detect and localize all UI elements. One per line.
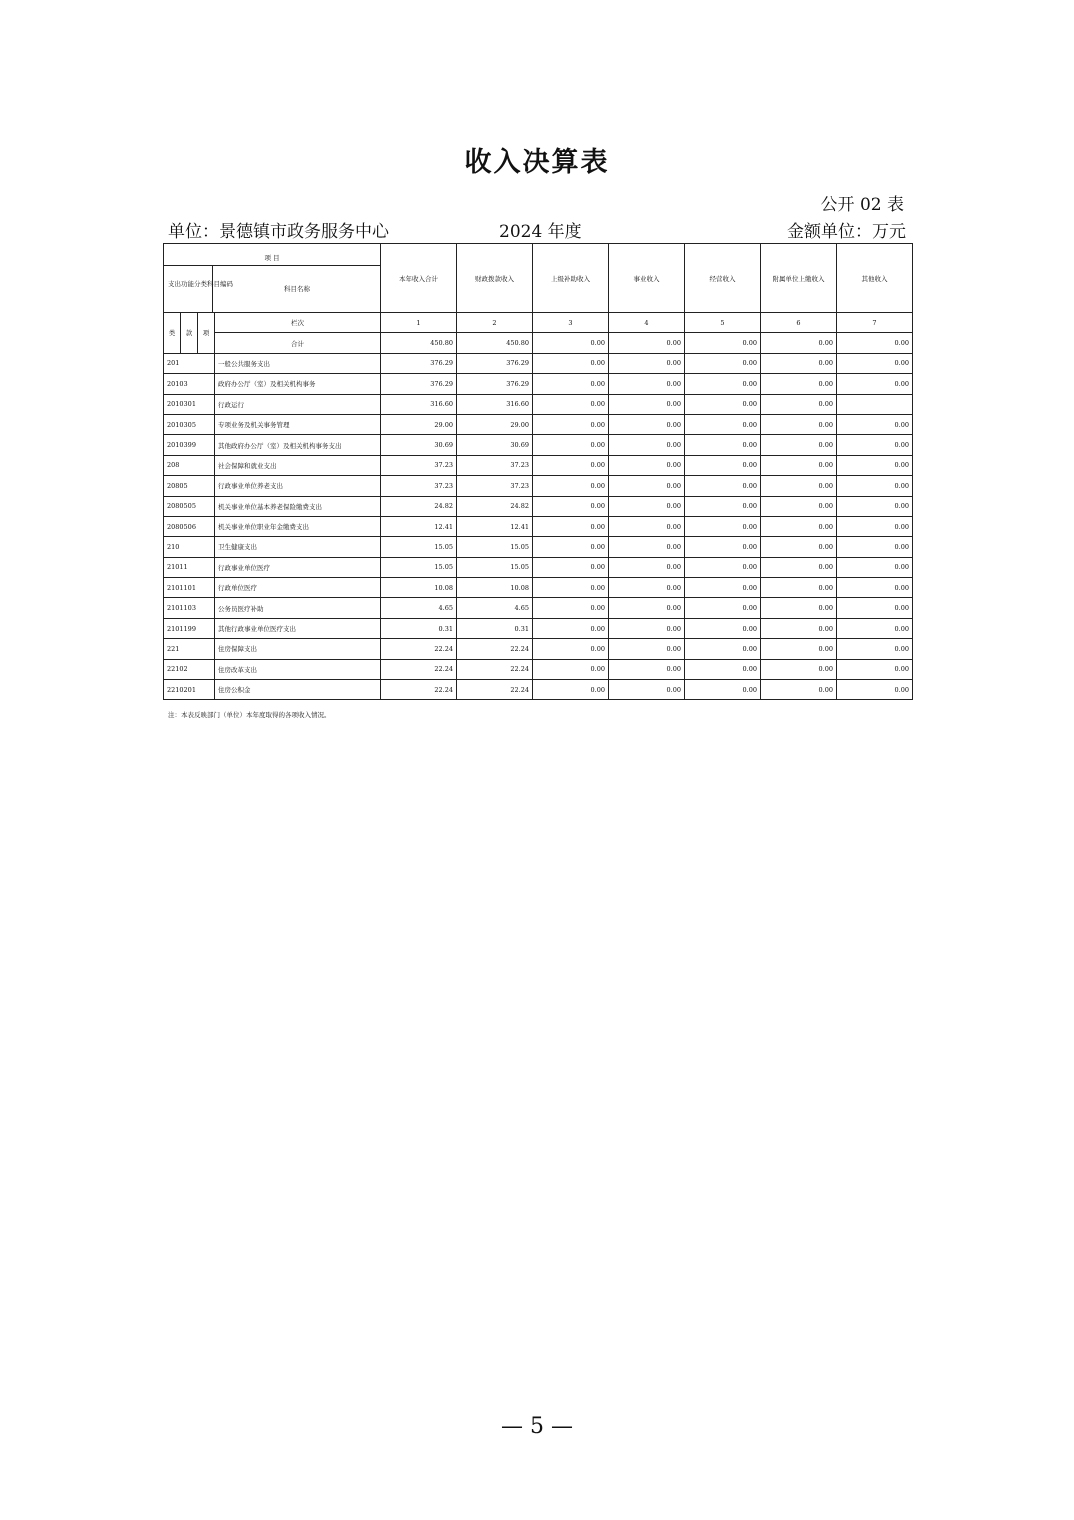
row-value: 37.23 [457, 476, 533, 496]
row-name: 行政运行 [215, 394, 381, 414]
row-name: 行政事业单位医疗 [215, 557, 381, 577]
row-value: 0.00 [609, 476, 685, 496]
row-value: 0.00 [685, 435, 761, 455]
row-value: 376.29 [381, 353, 457, 373]
row-name: 社会保障和就业支出 [215, 455, 381, 475]
row-value: 0.00 [609, 435, 685, 455]
row-value: 15.05 [457, 557, 533, 577]
row-value: 376.29 [457, 353, 533, 373]
row-value: 316.60 [381, 394, 457, 414]
row-name: 住房改革支出 [215, 659, 381, 679]
year-label: 2024 年度 [499, 222, 582, 242]
row-name: 其他政府办公厅（室）及相关机构事务支出 [215, 435, 381, 455]
row-value: 0.00 [761, 537, 837, 557]
row-value: 22.24 [381, 680, 457, 700]
row-value: 0.00 [837, 435, 913, 455]
row-value [837, 394, 913, 414]
row-code: 210 [164, 537, 215, 557]
row-value: 0.00 [609, 516, 685, 536]
row-value: 0.00 [685, 680, 761, 700]
row-value: 0.31 [457, 618, 533, 638]
row-value: 0.00 [837, 374, 913, 394]
total-value: 0.00 [533, 333, 609, 353]
row-value: 37.23 [457, 455, 533, 475]
row-value: 0.00 [533, 455, 609, 475]
row-value: 0.00 [837, 639, 913, 659]
table-row [164, 639, 913, 659]
row-value: 0.00 [533, 598, 609, 618]
total-row [164, 333, 913, 353]
row-value: 29.00 [381, 414, 457, 434]
row-value: 10.08 [381, 578, 457, 598]
row-value: 0.00 [837, 455, 913, 475]
table-row [164, 680, 913, 700]
row-value: 4.65 [457, 598, 533, 618]
row-value: 24.82 [457, 496, 533, 516]
row-value: 0.00 [761, 598, 837, 618]
row-value: 0.00 [533, 353, 609, 373]
row-value: 0.00 [609, 374, 685, 394]
total-value: 450.80 [457, 333, 533, 353]
row-name: 机关事业单位基本养老保险缴费支出 [215, 496, 381, 516]
row-value: 0.00 [609, 557, 685, 577]
row-value: 0.00 [761, 557, 837, 577]
table-row [164, 618, 913, 638]
row-value: 0.00 [837, 680, 913, 700]
row-value: 0.00 [609, 618, 685, 638]
row-code: 21011 [164, 557, 215, 577]
page-number: — 5 — [501, 1414, 573, 1439]
col-header-1: 本年收入合计 [381, 244, 457, 313]
row-value: 0.00 [533, 516, 609, 536]
row-value: 0.00 [685, 516, 761, 536]
row-value: 0.00 [609, 496, 685, 516]
row-value: 0.00 [761, 618, 837, 638]
row-value: 0.00 [609, 353, 685, 373]
row-value: 0.00 [837, 414, 913, 434]
row-value: 0.00 [533, 374, 609, 394]
report-meta [168, 217, 906, 241]
table-row [164, 557, 913, 577]
table-row [164, 435, 913, 455]
row-value: 0.00 [685, 374, 761, 394]
table-row [164, 516, 913, 536]
row-value: 37.23 [381, 455, 457, 475]
row-code: 2080506 [164, 516, 215, 536]
table-row [164, 598, 913, 618]
row-value: 22.24 [381, 659, 457, 679]
row-value: 0.00 [533, 578, 609, 598]
lanci-label: 栏次 [215, 313, 381, 333]
row-value: 0.00 [837, 557, 913, 577]
row-value: 0.00 [685, 598, 761, 618]
row-code: 2210201 [164, 680, 215, 700]
col-header-7: 其他收入 [837, 244, 913, 313]
row-value: 0.00 [761, 414, 837, 434]
row-value: 15.05 [381, 557, 457, 577]
row-value: 0.00 [609, 537, 685, 557]
row-value: 0.00 [837, 496, 913, 516]
row-value: 0.00 [685, 496, 761, 516]
amount-unit: 金额单位：万元 [787, 222, 906, 242]
row-value: 0.00 [837, 598, 913, 618]
row-value: 0.00 [685, 618, 761, 638]
row-value: 37.23 [381, 476, 457, 496]
row-value: 22.24 [457, 659, 533, 679]
row-value: 0.00 [533, 414, 609, 434]
row-value: 0.00 [609, 578, 685, 598]
row-value: 0.00 [609, 639, 685, 659]
row-value: 0.00 [761, 578, 837, 598]
total-label: 合计 [215, 333, 381, 353]
row-name: 政府办公厅（室）及相关机构事务 [215, 374, 381, 394]
row-name: 一般公共服务支出 [215, 353, 381, 373]
row-value: 0.00 [685, 578, 761, 598]
col-header-2: 财政拨款收入 [457, 244, 533, 313]
row-value: 0.00 [685, 659, 761, 679]
row-value: 376.29 [381, 374, 457, 394]
table-row [164, 476, 913, 496]
row-code: 2080505 [164, 496, 215, 516]
total-value: 0.00 [761, 333, 837, 353]
row-value: 0.00 [533, 476, 609, 496]
row-code: 2010305 [164, 414, 215, 434]
income-table [163, 243, 913, 700]
row-value: 0.00 [685, 639, 761, 659]
unit-label: 单位：景德镇市政务服务中心 [168, 222, 389, 242]
row-value: 12.41 [457, 516, 533, 536]
row-code: 208 [164, 455, 215, 475]
total-value: 0.00 [685, 333, 761, 353]
row-code: 2101103 [164, 598, 215, 618]
row-name: 卫生健康支出 [215, 537, 381, 557]
table-row [164, 496, 913, 516]
table-row [164, 414, 913, 434]
row-value: 0.00 [837, 476, 913, 496]
row-value: 0.00 [761, 476, 837, 496]
total-value: 0.00 [837, 333, 913, 353]
row-value: 376.29 [457, 374, 533, 394]
table-row [164, 455, 913, 475]
row-value: 0.00 [609, 414, 685, 434]
col-header-4: 事业收入 [609, 244, 685, 313]
row-name: 其他行政事业单位医疗支出 [215, 618, 381, 638]
total-value: 0.00 [609, 333, 685, 353]
row-value: 0.00 [685, 476, 761, 496]
row-value: 0.00 [533, 394, 609, 414]
col-number-1: 1 [381, 313, 457, 333]
row-code: 2101101 [164, 578, 215, 598]
row-value: 0.00 [533, 537, 609, 557]
col-header-3: 上级补助收入 [533, 244, 609, 313]
row-value: 0.00 [533, 618, 609, 638]
row-value: 0.00 [761, 680, 837, 700]
row-value: 0.00 [837, 578, 913, 598]
row-value: 22.24 [381, 639, 457, 659]
row-value: 0.00 [609, 394, 685, 414]
row-value: 0.00 [761, 435, 837, 455]
row-value: 0.00 [761, 353, 837, 373]
row-value: 22.24 [457, 680, 533, 700]
total-value: 450.80 [381, 333, 457, 353]
lanci-row [164, 313, 913, 333]
row-code: 20103 [164, 374, 215, 394]
row-value: 0.00 [761, 374, 837, 394]
row-value: 0.00 [837, 516, 913, 536]
row-name: 专项业务及机关事务管理 [215, 414, 381, 434]
row-value: 0.00 [837, 353, 913, 373]
row-value: 0.00 [609, 598, 685, 618]
row-value: 4.65 [381, 598, 457, 618]
col-number-6: 6 [761, 313, 837, 333]
row-value: 0.00 [837, 537, 913, 557]
row-value: 0.00 [761, 394, 837, 414]
func-category-label: 支出功能分类科目编码 [168, 280, 233, 288]
row-code: 221 [164, 639, 215, 659]
row-value: 316.60 [457, 394, 533, 414]
row-value: 22.24 [457, 639, 533, 659]
col-number-3: 3 [533, 313, 609, 333]
row-value: 24.82 [381, 496, 457, 516]
row-value: 0.00 [533, 557, 609, 577]
col-number-2: 2 [457, 313, 533, 333]
row-name: 住房保障支出 [215, 639, 381, 659]
header-corner [164, 244, 381, 313]
row-value: 12.41 [381, 516, 457, 536]
row-value: 0.00 [761, 496, 837, 516]
kuan-label: 款 [181, 313, 198, 354]
subject-name-label: 科目名称 [212, 266, 381, 313]
row-name: 行政单位医疗 [215, 578, 381, 598]
table-row [164, 394, 913, 414]
page-title: 收入决算表 [464, 147, 610, 178]
col-number-4: 4 [609, 313, 685, 333]
row-name: 行政事业单位养老支出 [215, 476, 381, 496]
row-value: 0.00 [609, 680, 685, 700]
col-number-5: 5 [685, 313, 761, 333]
row-value: 0.00 [533, 639, 609, 659]
row-value: 29.00 [457, 414, 533, 434]
col-number-7: 7 [837, 313, 913, 333]
row-value: 0.00 [685, 394, 761, 414]
form-code: 公开 02 表 [820, 195, 904, 215]
row-value: 0.00 [533, 435, 609, 455]
row-code: 20805 [164, 476, 215, 496]
row-value: 0.00 [761, 639, 837, 659]
table-row [164, 353, 913, 373]
row-value: 15.05 [381, 537, 457, 557]
row-name: 住房公积金 [215, 680, 381, 700]
row-value: 0.00 [837, 659, 913, 679]
row-value: 0.00 [685, 557, 761, 577]
row-code: 2010399 [164, 435, 215, 455]
row-value: 0.00 [533, 659, 609, 679]
row-value: 0.00 [685, 414, 761, 434]
row-value: 0.00 [533, 496, 609, 516]
table-row [164, 374, 913, 394]
row-value: 0.00 [685, 537, 761, 557]
row-code: 201 [164, 353, 215, 373]
project-label: 项 目 [264, 254, 280, 262]
row-value: 30.69 [457, 435, 533, 455]
row-value: 0.00 [761, 516, 837, 536]
row-value: 0.00 [609, 659, 685, 679]
header-row [164, 244, 913, 313]
row-value: 0.31 [381, 618, 457, 638]
table-row [164, 578, 913, 598]
table-row [164, 659, 913, 679]
row-name: 机关事业单位职业年金缴费支出 [215, 516, 381, 536]
table-note: 注：本表反映部门（单位）本年度取得的各项收入情况。 [168, 711, 331, 719]
row-value: 0.00 [609, 455, 685, 475]
row-value: 0.00 [761, 659, 837, 679]
row-value: 0.00 [685, 455, 761, 475]
row-value: 10.08 [457, 578, 533, 598]
lei-label: 类 [164, 313, 181, 354]
xiang-label: 项 [198, 313, 215, 354]
row-value: 0.00 [533, 680, 609, 700]
row-name: 公务员医疗补助 [215, 598, 381, 618]
row-value: 30.69 [381, 435, 457, 455]
row-code: 22102 [164, 659, 215, 679]
row-value: 0.00 [685, 353, 761, 373]
table-row [164, 537, 913, 557]
row-value: 0.00 [761, 455, 837, 475]
row-code: 2010301 [164, 394, 215, 414]
row-code: 2101199 [164, 618, 215, 638]
row-value: 0.00 [837, 618, 913, 638]
col-header-6: 附属单位上缴收入 [761, 244, 837, 313]
row-value: 15.05 [457, 537, 533, 557]
col-header-5: 经营收入 [685, 244, 761, 313]
